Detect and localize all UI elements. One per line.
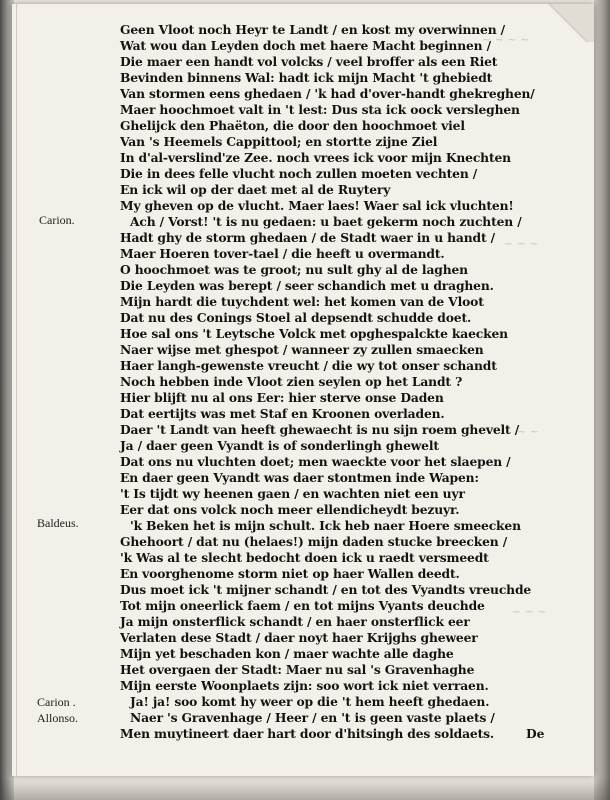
verse-line: En voorghenome storm niet op haer Wallen deedt. <box>120 566 460 581</box>
verse-line: Dus moet ick 't mijner schandt / en tot des Vyandts vreuchde <box>120 582 532 597</box>
verse-line: Naer 's Gravenhage / Heer / en 't is geen vaste plaets / <box>130 710 495 725</box>
verse-line: In d'al-verslind'ze Zee. noch vrees ick voor mijn Knechten <box>120 150 511 165</box>
verse-line: Geen Vloot noch Heyr te Landt / en kost my overwinnen / <box>120 22 505 37</box>
verse-line: Ghelijck den Phaëton, die door den hoochmoet viel <box>120 118 465 133</box>
bottom-shadow <box>0 778 610 800</box>
verse-line: Verlaten dese Stadt / daer noyt haer Krijghs gheweer <box>120 630 478 645</box>
bleed-through-text: ~ ~ <box>517 425 539 438</box>
verse-line: Daer 't Landt van heeft ghewaecht is nu sijn roem ghevelt / <box>120 422 520 437</box>
verse-line: Ja / daer geen Vyandt is of sonderlingh ghewelt <box>120 438 439 453</box>
verse-line: Dat eertijts was met Staf en Kroonen overladen. <box>120 406 445 421</box>
verse-line: Hoe sal ons 't Leytsche Volck met opghespalckte kaecken <box>120 326 508 341</box>
speaker-baldeus: Baldeus. <box>37 516 79 530</box>
speaker-carion: Carion. <box>39 213 75 227</box>
verse-line: Men muytineert daer hart door d'hitsingh des soldaets. <box>120 726 494 741</box>
verse-line: Ach / Vorst! 't is nu gedaen: u baet gekerm noch zuchten / <box>130 214 522 229</box>
verse-line: Maer hoochmoet valt in 't lest: Dus sta ick oock versleghen <box>120 102 520 117</box>
dog-eared-corner <box>542 4 594 42</box>
verse-line: Ghehoort / dat nu (helaes!) mijn daden stucke breecken / <box>120 534 508 549</box>
speaker-carion: Carion . <box>37 695 76 709</box>
verse-line: Die maer een handt vol volcks / veel broffer als een Riet <box>120 54 498 69</box>
verse-line: My gheven op de vlucht. Maer laes! Waer sal ick vluchten! <box>120 198 514 213</box>
bleed-through-text: ~ ~ ~ ~ <box>482 33 530 46</box>
verse-line: Ja! ja! soo komt hy weer op die 't hem heeft ghedaen. <box>130 694 490 709</box>
verse-line: Noch hebben inde Vloot zien seylen op het Landt ? <box>120 374 463 389</box>
verse-line: Mijn eerste Woonplaets zijn: soo wort ick niet verraen. <box>120 678 489 693</box>
verse-line: 't Is tijdt wy heenen gaen / en wachten niet een uyr <box>120 486 465 501</box>
verse-line: Maer Hoeren tover-tael / die heeft u overmandt. <box>120 246 445 261</box>
verse-line: Van stormen eens ghedaen / 'k had d'over-handt ghekreghen/ <box>120 86 535 101</box>
verse-line: Mijn hardt die tuychdent wel: het komen van de Vloot <box>120 294 484 309</box>
verse-line: Van 's Heemels Cappittool; en stortte zijne Ziel <box>120 134 438 149</box>
page-fold-line <box>16 4 17 776</box>
verse-line: Die Leyden was berept / seer schandich met u draghen. <box>120 278 494 293</box>
verse-line: Bevinden binnens Wal: hadt ick mijn Macht 't ghebiedt <box>120 70 493 85</box>
verse-line: Mijn yet beschaden kon / maer wachte alle daghe <box>120 646 454 661</box>
verse-line: Tot mijn oneerlick faem / en tot mijns Vyants deuchde <box>120 598 485 613</box>
verse-line: Dat ons nu vluchten doet; men waeckte voor het slaepen / <box>120 454 511 469</box>
verse-line: Het overgaen der Stadt: Maer nu sal 's Gravenhaghe <box>120 662 475 677</box>
next-page-edge <box>594 0 610 800</box>
bleed-through-text: ~ ~ ~ <box>512 605 547 618</box>
verse-line: Ja mijn onsterflick schandt / en haer onsterflick eer <box>120 614 470 629</box>
verse-line: Naer wijse met ghespot / wanneer zy zullen smaecken <box>120 342 484 357</box>
verse-line: Eer dat ons volck noch meer ellendicheydt bezuyr. <box>120 502 460 517</box>
verse-line: 'k Beken het is mijn schult. Ick heb naer Hoere smeecken <box>130 518 521 533</box>
verse-line: Wat wou dan Leyden doch met haere Macht beginnen / <box>120 38 491 53</box>
catchword: De <box>526 726 545 741</box>
verse-line: 'k Was al te slecht bedocht doen ick u raedt versmeedt <box>120 550 489 565</box>
bleed-through-text: ~ ~ ~ <box>504 237 539 250</box>
verse-line: Dat nu des Conings Stoel al depsendt schudde doet. <box>120 310 472 325</box>
verse-line: En ick wil op der daet met al de Ruytery <box>120 182 391 197</box>
verse-line: Haer langh-gewenste vreucht / die wy tot onser schandt <box>120 358 497 373</box>
verse-line: En daer geen Vyandt was daer stontmen inde Wapen: <box>120 470 479 485</box>
verse-line: Hier blijft nu al ons Eer: hier sterve onse Daden <box>120 390 444 405</box>
page-sheet <box>12 4 594 776</box>
verse-line: Die in dees felle vlucht noch zullen moeten vechten / <box>120 166 478 181</box>
verse-line: Hadt ghy de storm ghedaen / de Stadt waer in u handt / <box>120 230 495 245</box>
speaker-allonso: Allonso. <box>37 711 79 725</box>
verse-line: O hoochmoet was te groot; nu sult ghy al de laghen <box>120 262 468 277</box>
